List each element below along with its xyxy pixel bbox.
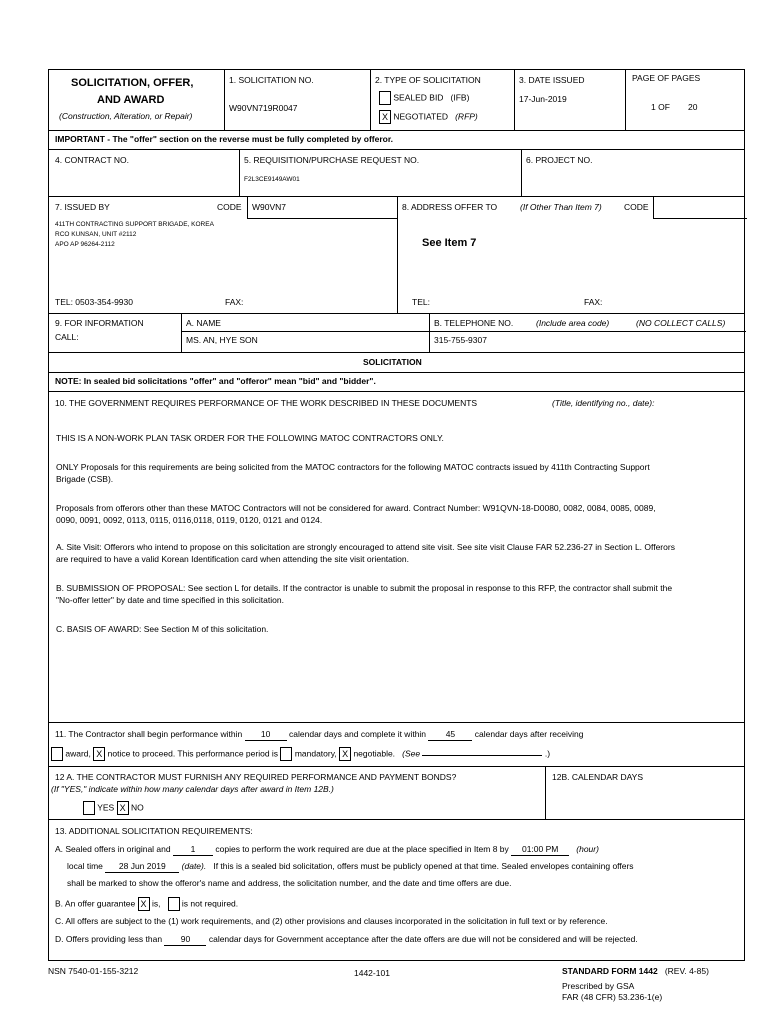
item-13d-text-1: D. Offers providing less than — [55, 934, 163, 944]
item-10-label: 10. THE GOVERNMENT REQUIRES PERFORMANCE OF THE WORK DESCRIBED IN THESE DOCUMENTS — [55, 398, 478, 408]
contact-row — [49, 314, 744, 353]
contact-phone-hint-1: (Include area code) — [536, 318, 610, 328]
item-11-text-c: calendar days after receiving — [474, 729, 584, 739]
sealed-note: NOTE: In sealed bid solicitations "offer" and "offeror" mean "bid" and "bidder". — [55, 376, 376, 386]
date-label: (date). — [181, 861, 207, 871]
negotiated-option — [379, 110, 478, 124]
item-10-paragraph-4: A. Site Visit: Offerors who intend to propose on this solicitation are strongly encouraged to attend site visit. See site visit Clause FAR 52.236-27 in Section L. Offerors are required to have a valid Korean Identification card when attending the site visit orientation. — [56, 542, 675, 564]
footer-form-id — [562, 966, 709, 976]
item-12b-label: 12B. CALENDAR DAYS — [552, 772, 644, 782]
guarantee-is-label: is, — [151, 898, 161, 909]
contact-phone-hint-2: (NO COLLECT CALLS) — [636, 318, 726, 328]
solicitation-type-label: 2. TYPE OF SOLICITATION — [375, 75, 481, 85]
date-issued-cell — [514, 70, 625, 130]
issued-by-cell — [49, 197, 397, 313]
contract-row — [49, 150, 744, 197]
form-title-line-2: AND AWARD — [97, 94, 165, 106]
item-12a-hint: (If "YES," indicate within how many calendar days after award in Item 12B.) — [51, 784, 334, 794]
contact-phone-cell — [429, 314, 746, 352]
item-13-section — [49, 820, 744, 962]
due-time-value[interactable]: 01:00 PM — [511, 845, 569, 856]
page-of-pages-cell — [625, 70, 746, 130]
address-offer-label: 8. ADDRESS OFFER TO — [402, 202, 498, 212]
contact-phone-label: B. TELEPHONE NO. — [434, 318, 514, 328]
item-11-text-b: calendar days and complete it within — [289, 729, 427, 739]
item-12a-cell — [49, 767, 545, 819]
footer-far: FAR (48 CFR) 53.236-1(e) — [562, 992, 663, 1002]
form-title-line-1: SOLICITATION, OFFER, — [71, 77, 194, 89]
project-no-label: 6. PROJECT NO. — [526, 155, 593, 165]
item-11-section — [49, 723, 744, 767]
sealed-bid-label: SEALED BID — [393, 92, 444, 103]
item-13a-line-1 — [55, 845, 599, 856]
issuer-address-line-2: RCO KUNSAN, UNIT #2112 — [55, 231, 137, 238]
item-10-hint: (Title, identifying no., date): — [552, 398, 655, 408]
important-note: IMPORTANT - The "offer" section on the reverse must be fully completed by offeror. — [55, 134, 394, 144]
item-11-line-2 — [51, 747, 550, 761]
project-no-cell — [521, 150, 746, 196]
date-issued-value[interactable]: 17-Jun-2019 — [519, 94, 567, 104]
issuer-row — [49, 197, 744, 314]
issuer-address-line-1: 411TH CONTRACTING SUPPORT BRIGADE, KOREA — [55, 221, 214, 228]
solicitation-form — [48, 69, 745, 961]
footer-revision: (REV. 4-85) — [664, 966, 709, 976]
issuer-address-line-3: APO AP 96264-2112 — [55, 241, 115, 248]
item-13b-line — [55, 897, 238, 911]
sealed-bid-abbr: (IFB) — [450, 92, 470, 103]
important-note-row — [49, 131, 744, 150]
item-10-paragraph-6: C. BASIS OF AWARD: See Section M of this solicitation. — [56, 624, 269, 634]
negotiated-label: NEGOTIATED — [393, 111, 448, 122]
see-reference-field[interactable] — [422, 755, 542, 756]
info-call-label-2: CALL: — [55, 332, 79, 342]
negotiable-checkbox[interactable]: X — [339, 747, 351, 761]
mandatory-label: mandatory, — [294, 748, 337, 759]
negotiated-abbr: (RFP) — [455, 111, 478, 122]
solicitation-no-value[interactable]: W90VN719R0047 — [229, 103, 298, 113]
solicitation-type-cell — [370, 70, 514, 130]
address-code-label: CODE — [624, 202, 649, 212]
address-fax: FAX: — [584, 297, 603, 307]
local-time-label: local time — [67, 861, 103, 871]
item-13a-text-3: If this is a sealed bid solicitation, offers must be publicly opened at that time. Sealed envelopes containing offers — [213, 861, 634, 871]
issuer-fax: FAX: — [225, 297, 244, 307]
issuer-code-box — [247, 197, 397, 219]
solicitation-heading-row — [49, 353, 744, 373]
address-code-box — [653, 197, 747, 219]
issuer-code-label: CODE — [217, 202, 242, 212]
solicitation-heading: SOLICITATION — [363, 357, 422, 367]
page-number: 1 OF — [651, 102, 670, 112]
item-13b-text-1: B. An offer guarantee — [55, 898, 136, 909]
due-date-value[interactable]: 28 Jun 2019 — [105, 862, 179, 873]
contact-name-label: A. NAME — [186, 318, 221, 328]
item-12a-label: 12 A. THE CONTRACTOR MUST FURNISH ANY REQUIRED PERFORMANCE AND PAYMENT BONDS? — [55, 772, 457, 782]
see-end: .) — [544, 748, 551, 759]
item-13c-text: C. All offers are subject to the (1) work requirements, and (2) other provisions and clauses incorporated in the solicitation in full text or by reference. — [55, 916, 608, 926]
award-checkbox[interactable] — [51, 747, 63, 761]
award-label: award, — [65, 748, 91, 759]
sealed-note-row — [49, 373, 744, 392]
item-13-label: 13. ADDITIONAL SOLICITATION REQUIREMENTS: — [55, 826, 253, 836]
item-13d-text-2: calendar days for Government acceptance after the date offers are due will not be considered and will be rejected. — [208, 934, 638, 944]
item-10-paragraph-3: Proposals from offerors other than these MATOC Contractors will not be considered for award. Contract Number: W91QVN-18-D0080, 0082, 0084, 0085, 0089, 0090, 0091, 0092, 0113, 0115, 0116,0118, 0119, 0120, 0121 and 0124. — [56, 503, 656, 525]
sealed-bid-option — [379, 91, 469, 105]
item-13a-text-1: A. Sealed offers in original and — [55, 844, 171, 854]
item-12b-cell — [545, 767, 746, 819]
form-title-block — [49, 70, 224, 130]
notice-to-proceed-label: notice to proceed. This performance period is — [107, 748, 279, 759]
complete-days-value[interactable]: 45 — [428, 730, 472, 741]
item-13a-text-2: copies to perform the work required are due at the place specified in Item 8 by — [215, 844, 509, 854]
guarantee-not-checkbox[interactable] — [168, 897, 180, 911]
page-of-pages-label: PAGE OF PAGES — [632, 73, 701, 83]
contract-no-label: 4. CONTRACT NO. — [55, 155, 129, 165]
issued-by-label: 7. ISSUED BY — [55, 202, 110, 212]
requisition-label: 5. REQUISITION/PURCHASE REQUEST NO. — [244, 155, 420, 165]
copies-value[interactable]: 1 — [173, 845, 213, 856]
footer-nsn: NSN 7540-01-155-3212 — [48, 966, 139, 976]
page-total: 20 — [688, 102, 698, 112]
form-subtitle: (Construction, Alteration, or Repair) — [59, 111, 193, 121]
item-11-line-1 — [55, 730, 583, 741]
date-issued-label: 3. DATE ISSUED — [519, 75, 585, 85]
requisition-value[interactable]: F2L3CE9149AW01 — [244, 176, 300, 183]
issuer-tel: TEL: 0503-354-9930 — [55, 297, 133, 307]
address-offer-cell — [397, 197, 746, 313]
item-11-text-a: 11. The Contractor shall begin performance within — [55, 729, 243, 739]
hour-label: (hour) — [576, 844, 599, 854]
contact-name-value[interactable]: MS. AN, HYE SON — [186, 335, 258, 345]
item-13a-text-4: shall be marked to show the offeror's name and address, the solicitation number, and the date and time offers are due. — [67, 878, 512, 888]
footer-prescribed: Prescribed by GSA — [562, 981, 635, 991]
begin-days-value[interactable]: 10 — [245, 730, 287, 741]
item-10-paragraph-2: ONLY Proposals for this requirements are being solicited from the MATOC contractors for the following MATOC contracts issued by 411th Contracting Support Brigade (CSB). — [56, 462, 650, 484]
info-call-label-1: 9. FOR INFORMATION — [55, 318, 144, 328]
issuer-code-value[interactable]: W90VN7 — [252, 202, 287, 212]
header-row — [49, 70, 744, 131]
bond-no-checkbox[interactable]: X — [117, 801, 129, 815]
solicitation-no-label: 1. SOLICITATION NO. — [229, 75, 314, 85]
acceptance-days-value[interactable]: 90 — [164, 935, 206, 946]
notice-to-proceed-checkbox[interactable]: X — [93, 747, 105, 761]
bond-options — [83, 801, 144, 815]
solicitation-no-cell — [224, 70, 370, 130]
contact-phone-value[interactable]: 315-755-9307 — [434, 335, 487, 345]
bond-yes-checkbox[interactable] — [83, 801, 95, 815]
address-offer-hint: (If Other Than Item 7) — [520, 202, 602, 212]
negotiable-label: negotiable. — [353, 748, 396, 759]
item-13d-line — [55, 935, 638, 946]
bond-yes-label: YES — [97, 802, 115, 813]
guarantee-is-checkbox[interactable]: X — [138, 897, 150, 911]
footer-code: 1442-101 — [354, 968, 390, 978]
item-10-paragraph-5: B. SUBMISSION OF PROPOSAL: See section L for details. If the contractor is unable to submit the proposal in response to this RFP, the contractor shall submit the "No-offer letter" by date and time specified in this solicitation. — [56, 583, 673, 605]
guarantee-not-label: is not required. — [181, 898, 239, 909]
item-12-section — [49, 767, 744, 820]
see-item-7: See Item 7 — [422, 237, 477, 249]
footer-form-name: STANDARD FORM 1442 — [562, 966, 658, 976]
item-10-paragraph-1: THIS IS A NON-WORK PLAN TASK ORDER FOR THE FOLLOWING MATOC CONTRACTORS ONLY. — [56, 433, 444, 443]
address-tel: TEL: — [412, 297, 430, 307]
sealed-bid-checkbox[interactable] — [379, 91, 391, 105]
item-13a-line-2 — [67, 862, 634, 873]
negotiated-checkbox[interactable]: X — [379, 110, 391, 124]
bond-no-label: NO — [130, 802, 144, 813]
see-label: (See — [402, 748, 421, 759]
contract-no-cell — [49, 150, 239, 196]
requisition-cell — [239, 150, 521, 196]
contact-name-cell — [181, 314, 429, 352]
item-10-section — [49, 392, 744, 723]
mandatory-checkbox[interactable] — [280, 747, 292, 761]
info-call-cell — [49, 314, 181, 352]
